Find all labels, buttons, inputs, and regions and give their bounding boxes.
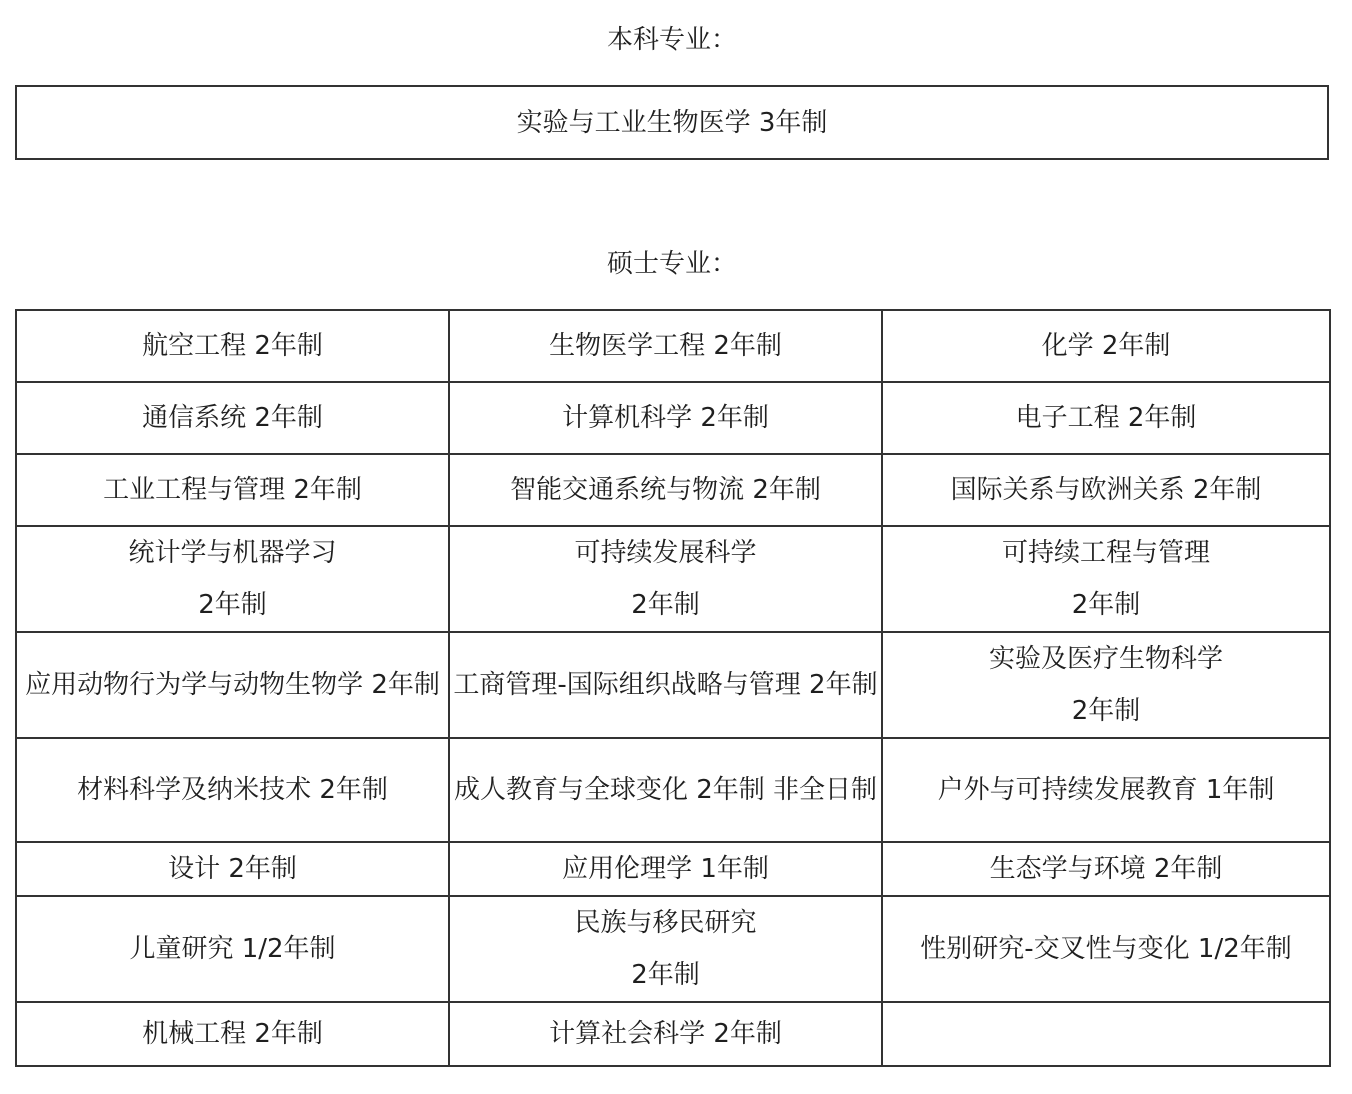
master-heading: 硕士专业： bbox=[606, 249, 737, 279]
program-cell bbox=[16, 1002, 449, 1066]
program-text: 材料科学及纳米技术 2年制 bbox=[77, 775, 388, 805]
program-text: 可持续工程与管理 bbox=[1001, 538, 1210, 568]
program-cell bbox=[16, 310, 449, 382]
program-text: 2年制 bbox=[631, 960, 700, 990]
program-text: 生态学与环境 2年制 bbox=[989, 854, 1223, 884]
program-cell bbox=[882, 454, 1330, 526]
program-cell bbox=[882, 896, 1330, 1002]
program-cell bbox=[16, 842, 449, 896]
program-text: 工商管理-国际组织战略与管理 2年制 bbox=[453, 670, 878, 700]
program-cell bbox=[449, 632, 882, 738]
program-text: 通信系统 2年制 bbox=[142, 403, 323, 433]
program-text: 工业工程与管理 2年制 bbox=[103, 475, 362, 505]
table-row bbox=[16, 738, 1330, 842]
table-row bbox=[16, 310, 1330, 382]
program-cell bbox=[16, 454, 449, 526]
program-text: 航空工程 2年制 bbox=[142, 331, 323, 361]
program-text: 计算社会科学 2年制 bbox=[549, 1019, 782, 1049]
program-text: 国际关系与欧洲关系 2年制 bbox=[950, 475, 1262, 505]
table-row bbox=[16, 1002, 1330, 1066]
table-row bbox=[16, 842, 1330, 896]
program-cell bbox=[449, 1002, 882, 1066]
program-text: 户外与可持续发展教育 1年制 bbox=[937, 775, 1275, 805]
program-cell bbox=[16, 632, 449, 738]
program-cell bbox=[16, 526, 449, 632]
program-text: 2年制 bbox=[1071, 696, 1141, 726]
program-text: 机械工程 2年制 bbox=[142, 1019, 323, 1049]
table-row bbox=[16, 86, 1328, 159]
table-row bbox=[16, 896, 1330, 1002]
program-cell bbox=[449, 842, 882, 896]
program-cell bbox=[16, 896, 449, 1002]
program-text: 2年制 bbox=[631, 590, 700, 620]
program-text: 成人教育与全球变化 2年制 非全日制 bbox=[453, 775, 878, 805]
program-text: 统计学与机器学习 bbox=[128, 538, 337, 568]
program-text: 民族与移民研究 bbox=[574, 908, 757, 938]
program-cell bbox=[449, 454, 882, 526]
program-text: 化学 2年制 bbox=[1041, 331, 1171, 361]
program-cell bbox=[449, 896, 882, 1002]
program-text: 设计 2年制 bbox=[168, 854, 297, 884]
table-row bbox=[16, 526, 1330, 632]
program-text: 应用动物行为学与动物生物学 2年制 bbox=[25, 670, 440, 700]
program-text: 2年制 bbox=[198, 590, 267, 620]
program-cell bbox=[449, 310, 882, 382]
program-text: 2年制 bbox=[1071, 590, 1141, 620]
program-cell bbox=[449, 382, 882, 454]
program-cell bbox=[882, 738, 1330, 842]
program-text: 可持续发展科学 bbox=[574, 538, 757, 568]
program-text: 计算机科学 2年制 bbox=[562, 403, 769, 433]
program-cell bbox=[882, 632, 1330, 738]
program-text: 实验及医疗生物科学 bbox=[988, 644, 1223, 674]
bachelor-program-cell: 实验与工业生物医学 3年制 bbox=[16, 86, 1328, 159]
bachelor-program-table bbox=[15, 85, 1329, 160]
program-text: 生物医学工程 2年制 bbox=[549, 331, 782, 361]
table-row bbox=[16, 382, 1330, 454]
program-cell bbox=[882, 526, 1330, 632]
program-cell bbox=[16, 382, 449, 454]
table-row bbox=[16, 454, 1330, 526]
program-cell bbox=[449, 526, 882, 632]
table-row bbox=[16, 632, 1330, 738]
program-text: 性别研究-交叉性与变化 1/2年制 bbox=[920, 934, 1292, 964]
program-cell bbox=[882, 382, 1330, 454]
program-text: 智能交通系统与物流 2年制 bbox=[510, 475, 821, 505]
program-text: 应用伦理学 1年制 bbox=[562, 854, 769, 884]
program-cell bbox=[16, 738, 449, 842]
program-cell bbox=[882, 842, 1330, 896]
program-cell bbox=[882, 310, 1330, 382]
bachelor-heading: 本科专业： bbox=[606, 25, 737, 55]
program-text: 儿童研究 1/2年制 bbox=[129, 934, 336, 964]
empty-cell bbox=[882, 1002, 1330, 1066]
program-cell bbox=[449, 738, 882, 842]
master-program-table bbox=[15, 309, 1331, 1067]
program-text: 电子工程 2年制 bbox=[1015, 403, 1197, 433]
